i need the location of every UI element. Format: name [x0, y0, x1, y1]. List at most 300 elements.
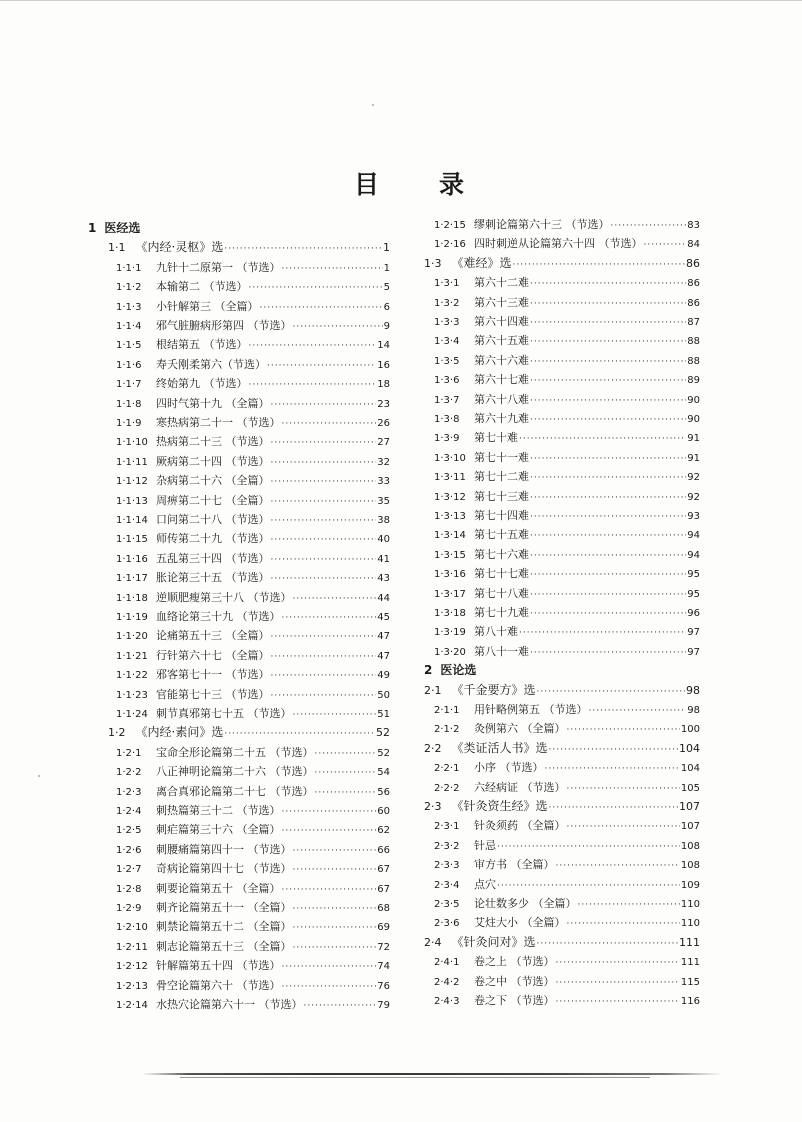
title-char-2: 录 — [438, 170, 464, 199]
toc-dot-leader — [530, 411, 686, 430]
toc-page-number: 107 — [680, 821, 700, 833]
toc-entry[interactable] — [424, 273, 700, 292]
toc-entry[interactable] — [424, 855, 700, 874]
toc-page-number: 49 — [377, 670, 390, 682]
toc-page-number: 5 — [383, 282, 390, 294]
toc-dot-leader — [271, 648, 377, 667]
toc-entry-title: 医论选 — [440, 663, 477, 678]
toc-entry-number: 1·2·1 — [116, 747, 142, 759]
toc-dot-leader — [315, 784, 377, 803]
toc-entry[interactable] — [88, 607, 390, 626]
toc-entry-number: 1·1·8 — [116, 398, 142, 410]
toc-entry[interactable] — [88, 976, 390, 995]
toc-entry[interactable] — [88, 219, 390, 238]
toc-entry[interactable] — [424, 409, 700, 428]
toc-entry[interactable] — [424, 622, 700, 641]
toc-dot-leader — [271, 454, 377, 473]
toc-entry-title: 水热穴论篇第六十一 （节选） — [156, 998, 303, 1011]
toc-entry[interactable] — [88, 704, 390, 723]
toc-dot-leader — [530, 644, 686, 663]
toc-entry[interactable] — [88, 937, 390, 956]
toc-entry-title: 奇病论篇第四十七 （节选） — [156, 862, 292, 876]
toc-entry[interactable] — [424, 797, 700, 816]
toc-entry-number: 1·1·15 — [116, 534, 148, 546]
toc-entry[interactable] — [88, 879, 390, 898]
toc-entry[interactable] — [424, 642, 700, 661]
toc-entry-title: 第六十五难 — [474, 334, 529, 348]
toc-dot-leader — [530, 295, 686, 314]
toc-dot-leader — [271, 493, 377, 512]
toc-dot-leader — [282, 260, 383, 279]
toc-dot-leader — [293, 842, 377, 861]
toc-dot-leader — [556, 954, 680, 973]
toc-entry-number: 2·1·1 — [434, 705, 460, 716]
toc-page-number: 94 — [687, 530, 700, 542]
toc-page-number: 47 — [377, 631, 390, 643]
toc-entry-title: 骨空论篇第六十 （节选） — [156, 978, 281, 992]
toc-dot-leader — [260, 299, 383, 318]
toc-entry-number: 2·4·3 — [434, 996, 460, 1007]
toc-entry[interactable] — [424, 719, 700, 738]
toc-entry-title: 第七十七难 — [474, 567, 529, 581]
toc-page-number: 88 — [687, 355, 700, 367]
toc-entry[interactable] — [88, 394, 390, 413]
page-title — [354, 166, 464, 200]
toc-page-number: 83 — [687, 220, 700, 231]
toc-entry[interactable] — [424, 836, 700, 855]
toc-entry-title: 行针第六十七 （全篇） — [156, 648, 270, 662]
toc-page-number: 110 — [680, 918, 700, 930]
toc-dot-leader — [271, 473, 377, 492]
toc-entry-number: 1·1·24 — [116, 709, 148, 720]
toc-entry-number: 1·2·12 — [116, 961, 148, 973]
toc-entry-number: 1·1·13 — [116, 495, 148, 507]
toc-entry-number: 1·1·17 — [116, 573, 148, 585]
toc-entry-title: 艾炷大小 （全篇） — [474, 916, 566, 930]
toc-page-number: 110 — [680, 899, 700, 910]
toc-entry-title: 第六十六难 — [474, 353, 529, 367]
toc-entry-number: 1·2·13 — [116, 980, 148, 992]
toc-entry[interactable] — [424, 681, 700, 700]
toc-entry-number: 1·2·16 — [434, 239, 466, 251]
toc-entry-number: 1·3·10 — [434, 452, 466, 464]
toc-entry[interactable] — [424, 739, 700, 758]
toc-dot-leader — [249, 337, 377, 356]
toc-entry[interactable] — [88, 549, 390, 568]
toc-entry-title: 八正神明论篇第二十六 （节选） — [156, 765, 314, 779]
toc-dot-leader — [249, 279, 383, 298]
toc-entry[interactable] — [424, 991, 700, 1010]
toc-entry-title: 刺热篇第三十二 （节选） — [156, 804, 281, 817]
toc-entry[interactable] — [88, 898, 390, 917]
toc-entry-number: 1·1·14 — [116, 515, 148, 526]
toc-entry-number: 1·3·17 — [434, 588, 466, 600]
toc-entry-title: 刺节真邪第七十五 （节选） — [156, 707, 292, 720]
toc-entry-title: 邪客第七十一 （节选） — [156, 668, 270, 682]
toc-dot-leader — [545, 760, 680, 779]
toc-entry[interactable] — [88, 374, 390, 393]
toc-entry-title: 刺志论篇第五十三 （全篇） — [156, 939, 292, 953]
toc-entry[interactable] — [88, 238, 390, 257]
toc-entry-number: 1·1·22 — [116, 670, 148, 682]
toc-page-number: 88 — [687, 336, 700, 348]
toc-dot-leader — [530, 392, 686, 411]
toc-page-number: 76 — [377, 980, 390, 992]
toc-entry-number: 1·3·15 — [434, 549, 466, 561]
toc-dot-leader — [530, 566, 686, 585]
toc-dot-leader — [282, 822, 377, 841]
toc-dot-leader — [271, 551, 377, 570]
toc-entry[interactable] — [88, 956, 390, 975]
toc-entry-title: 刺齐论篇第五十一 （全篇） — [156, 901, 292, 914]
toc-page-number: 96 — [687, 608, 700, 619]
toc-dot-leader — [530, 314, 686, 333]
toc-entry[interactable] — [424, 894, 700, 913]
toc-entry-number: 1·1·6 — [116, 359, 142, 371]
toc-entry[interactable] — [424, 816, 700, 835]
toc-entry-title: 小序 （节选） — [474, 761, 544, 775]
toc-entry[interactable] — [424, 215, 700, 234]
toc-entry-title: 第八十一难 — [474, 644, 529, 658]
toc-entry[interactable] — [88, 491, 390, 510]
toc-page-number: 100 — [680, 724, 700, 736]
toc-entry-title: 第七十三难 — [474, 489, 529, 503]
toc-entry[interactable] — [88, 355, 390, 374]
toc-page-number: 47 — [377, 650, 390, 662]
toc-entry-title: 热病第二十三 （节选） — [156, 435, 270, 449]
toc-entry-title: 杂病第二十六 （全篇） — [156, 474, 270, 488]
toc-entry-title: 第七十二难 — [474, 470, 529, 484]
toc-entry-title: 卷之上 （节选） — [474, 955, 555, 969]
toc-entry-number: 1·3·4 — [434, 336, 460, 348]
toc-page-number: 66 — [377, 844, 390, 856]
toc-page-number: 116 — [680, 996, 700, 1007]
toc-dot-leader — [530, 372, 686, 391]
toc-entry-title: 《类证活人书》选 — [451, 740, 548, 755]
toc-entry[interactable] — [88, 471, 390, 490]
toc-entry-number: 1·2·11 — [116, 941, 148, 953]
toc-entry-number: 1·1·18 — [116, 592, 148, 604]
toc-page-number: 27 — [377, 437, 390, 449]
toc-entry-title: 第七十六难 — [474, 547, 529, 561]
toc-entry-number: 1·3·8 — [434, 414, 460, 425]
toc-page-number: 90 — [687, 394, 700, 406]
toc-entry[interactable] — [424, 312, 700, 331]
toc-dot-leader — [611, 217, 687, 236]
toc-page-number: 109 — [680, 879, 700, 891]
toc-entry-title: 血络论第三十九 （节选） — [156, 610, 281, 623]
toc-entry[interactable] — [424, 293, 700, 312]
toc-page-number: 33 — [377, 476, 390, 488]
toc-entry-number: 1·2·5 — [116, 825, 142, 837]
toc-entry-number: 2·3 — [424, 800, 442, 813]
toc-entry-title: 论壮数多少 （全篇） — [474, 897, 577, 910]
toc-entry[interactable] — [424, 370, 700, 389]
toc-entry-title: 用针略例第五 （节选） — [474, 703, 588, 716]
toc-dot-leader — [293, 919, 377, 938]
toc-dot-leader — [567, 915, 680, 934]
toc-page-number: 38 — [377, 515, 390, 526]
toc-entry-number: 1·3·2 — [434, 297, 460, 309]
toc-entry[interactable] — [424, 331, 700, 350]
toc-entry-title: 第八十难 — [474, 625, 518, 639]
toc-entry-title: 胀论第三十五 （节选） — [156, 571, 270, 585]
toc-dot-leader — [530, 333, 686, 352]
toc-entry-number: 2·1 — [424, 683, 442, 697]
toc-entry-number: 1·3·9 — [434, 433, 460, 445]
toc-entry[interactable] — [424, 913, 700, 932]
toc-entry[interactable] — [88, 258, 390, 277]
toc-dot-leader — [293, 939, 377, 958]
toc-entry[interactable] — [88, 723, 390, 742]
toc-dot-leader — [282, 978, 377, 997]
toc-entry-title: 《内经·素问》选 — [135, 725, 224, 740]
toc-page-number: 74 — [377, 961, 390, 973]
toc-dot-leader — [224, 725, 375, 744]
toc-entry-number: 1·3·16 — [434, 569, 466, 581]
toc-entry[interactable] — [424, 428, 700, 447]
toc-entry[interactable] — [424, 952, 700, 971]
toc-entry[interactable] — [424, 603, 700, 622]
toc-entry[interactable] — [88, 801, 390, 820]
toc-entry[interactable] — [88, 995, 390, 1014]
toc-page-number: 86 — [687, 297, 700, 309]
toc-entry-title: 针忌 — [474, 838, 496, 852]
toc-entry-title: 第六十四难 — [474, 315, 529, 328]
toc-entry[interactable] — [88, 840, 390, 859]
toc-page-number: 104 — [680, 763, 700, 775]
toc-entry[interactable] — [88, 743, 390, 762]
toc-entry[interactable] — [88, 335, 390, 354]
toc-page-number: 23 — [377, 398, 390, 410]
toc-entry-number: 2·4·2 — [434, 976, 460, 988]
toc-entry[interactable] — [88, 510, 390, 529]
toc-dot-leader — [530, 586, 686, 605]
toc-entry-number: 1·2·8 — [116, 883, 142, 895]
toc-dot-leader — [497, 838, 680, 857]
toc-dot-leader — [271, 396, 377, 415]
toc-dot-leader — [282, 609, 377, 628]
toc-entry-number: 1·3·18 — [434, 608, 466, 619]
toc-entry[interactable] — [88, 568, 390, 587]
toc-entry-number: 2·4 — [424, 935, 442, 949]
toc-entry-number: 2·4·1 — [434, 957, 460, 969]
toc-entry-title: 第七十五难 — [474, 528, 529, 542]
toc-dot-leader — [644, 236, 687, 255]
toc-page-number: 108 — [680, 860, 700, 872]
toc-entry-number: 1·2·9 — [116, 903, 142, 914]
toc-entry-number: 1·3·6 — [434, 375, 460, 387]
toc-page-number: 18 — [377, 379, 390, 391]
toc-entry-number: 2·3·5 — [434, 899, 460, 910]
toc-entry[interactable] — [424, 545, 700, 564]
toc-entry[interactable] — [424, 758, 700, 777]
toc-entry[interactable] — [88, 277, 390, 296]
toc-page-number: 44 — [377, 592, 390, 604]
toc-entry[interactable] — [88, 859, 390, 878]
toc-entry-number: 1·1·7 — [116, 379, 142, 391]
toc-entry-title: 《内经·灵枢》选 — [135, 240, 224, 255]
toc-entry[interactable] — [424, 351, 700, 370]
toc-entry-number: 2·3·4 — [434, 879, 460, 891]
toc-page-number: 90 — [687, 414, 700, 425]
toc-page-number: 32 — [377, 456, 390, 468]
toc-entry-title: 邪气脏腑病形第四 （节选） — [156, 319, 292, 332]
toc-entry[interactable] — [88, 762, 390, 781]
toc-page-number: 107 — [679, 800, 700, 813]
toc-page-number: 91 — [687, 433, 700, 445]
toc-entry[interactable] — [88, 626, 390, 645]
toc-entry-title: 第六十八难 — [474, 392, 529, 406]
scan-speck — [38, 775, 40, 777]
toc-dot-leader — [530, 469, 686, 488]
toc-entry[interactable] — [424, 584, 700, 603]
toc-page-number: 6 — [383, 301, 390, 313]
toc-entry-number: 1·1·3 — [116, 301, 142, 313]
toc-entry[interactable] — [424, 778, 700, 797]
toc-dot-leader — [556, 857, 680, 876]
toc-dot-leader — [519, 624, 686, 643]
toc-entry-title: 点穴 — [474, 877, 496, 891]
toc-entry-number: 2·3·6 — [434, 918, 460, 930]
toc-dot-leader — [293, 590, 377, 609]
toc-entry-number: 2·3·2 — [434, 840, 460, 852]
toc-dot-leader — [537, 935, 678, 954]
toc-entry-title: 第六十七难 — [474, 373, 529, 387]
toc-entry-number: 1·2·3 — [116, 786, 142, 798]
toc-entry-title: 论痛第五十三 （全篇） — [156, 629, 270, 643]
toc-entry[interactable] — [88, 432, 390, 451]
toc-page-number: 9 — [383, 321, 390, 332]
toc-page-number: 35 — [377, 495, 390, 507]
toc-entry-title: 灸例第六 （全篇） — [474, 722, 566, 736]
toc-entry-number: 1·1·1 — [116, 262, 142, 274]
toc-entry-number: 2·3·1 — [434, 821, 460, 833]
toc-dot-leader — [293, 318, 383, 337]
toc-entry[interactable] — [88, 820, 390, 839]
toc-entry[interactable] — [88, 685, 390, 704]
toc-entry[interactable] — [88, 782, 390, 801]
toc-page-number: 1 — [383, 241, 390, 255]
toc-entry[interactable] — [424, 564, 700, 583]
toc-entry-title: 针解篇第五十四 （节选） — [156, 959, 281, 973]
toc-page-number: 14 — [377, 340, 390, 352]
toc-entry[interactable] — [424, 487, 700, 506]
toc-entry-title: 缪刺论篇第六十三 （节选） — [474, 218, 610, 231]
toc-dot-leader — [530, 508, 686, 527]
toc-entry-title: 《千金要方》选 — [451, 682, 536, 697]
toc-entry[interactable] — [88, 646, 390, 665]
toc-page-number: 50 — [377, 689, 390, 701]
toc-dot-leader — [282, 803, 377, 822]
toc-entry-number: 1·3·11 — [434, 472, 466, 484]
toc-entry[interactable] — [424, 467, 700, 486]
toc-page-number: 67 — [377, 864, 390, 876]
toc-entry[interactable] — [424, 254, 700, 273]
toc-page-number: 51 — [377, 709, 390, 720]
toc-entry[interactable] — [424, 875, 700, 894]
toc-entry[interactable] — [424, 972, 700, 991]
toc-entry-number: 1·1 — [108, 241, 126, 255]
toc-page-number: 79 — [377, 1000, 390, 1011]
toc-dot-leader — [567, 780, 680, 799]
toc-dot-leader — [293, 900, 377, 919]
toc-entry[interactable] — [424, 933, 700, 952]
toc-page-number: 98 — [687, 705, 700, 716]
toc-entry-title: 第七十难 — [474, 431, 518, 445]
toc-entry[interactable] — [424, 525, 700, 544]
toc-entry[interactable] — [88, 413, 390, 432]
toc-page-number: 86 — [687, 278, 700, 290]
toc-page-number: 89 — [687, 375, 700, 387]
toc-entry[interactable] — [424, 700, 700, 719]
toc-entry[interactable] — [88, 588, 390, 607]
toc-entry-title: 医经选 — [104, 221, 141, 235]
toc-entry-number: 1·3·13 — [434, 511, 466, 522]
toc-entry-title: 第七十一难 — [474, 450, 529, 464]
toc-dot-leader — [293, 706, 377, 725]
toc-entry-number: 1·3 — [424, 256, 442, 270]
toc-dot-leader — [549, 741, 678, 760]
toc-page-number: 92 — [687, 472, 700, 484]
toc-page-number: 87 — [687, 317, 700, 328]
toc-entry[interactable] — [88, 316, 390, 335]
toc-dot-leader — [271, 531, 377, 550]
toc-page-number: 16 — [377, 359, 390, 371]
toc-entry-title: 《针灸资生经》选 — [451, 799, 548, 813]
toc-dot-leader — [513, 256, 685, 275]
toc-page-number: 52 — [377, 747, 390, 759]
toc-entry-number: 1·1·10 — [116, 437, 148, 449]
toc-page-number: 94 — [687, 549, 700, 561]
toc-page-number: 97 — [687, 627, 700, 639]
toc-entry-number: 2·2 — [424, 741, 442, 755]
toc-dot-leader — [271, 667, 377, 686]
toc-entry-title: 六经病证 （节选） — [474, 780, 566, 794]
toc-entry-title: 第六十三难 — [474, 295, 529, 309]
toc-dot-leader — [589, 702, 687, 721]
toc-entry-number: 1·1·5 — [116, 340, 142, 352]
toc-dot-leader — [304, 997, 377, 1016]
toc-entry-title: 刺疟篇第三十六 （全篇） — [156, 823, 281, 837]
toc-entry[interactable] — [424, 661, 700, 680]
toc-entry[interactable] — [88, 917, 390, 936]
toc-page-number: 67 — [377, 883, 390, 895]
toc-entry[interactable] — [424, 390, 700, 409]
toc-entry-number: 1·1·11 — [116, 456, 148, 468]
toc-entry[interactable] — [424, 234, 700, 253]
toc-dot-leader — [315, 764, 377, 783]
toc-dot-leader — [578, 896, 680, 915]
toc-entry[interactable] — [424, 448, 700, 467]
toc-dot-leader — [224, 240, 382, 259]
toc-entry[interactable] — [88, 297, 390, 316]
toc-entry[interactable] — [88, 529, 390, 548]
toc-page-number: 93 — [687, 511, 700, 522]
toc-page-number: 111 — [680, 957, 700, 969]
toc-dot-leader — [567, 818, 680, 837]
toc-entry[interactable] — [424, 506, 700, 525]
toc-entry-number: 1·2·14 — [116, 1000, 148, 1011]
toc-page-number: 40 — [377, 534, 390, 546]
toc-entry-number: 2·2·1 — [434, 763, 460, 775]
toc-entry[interactable] — [88, 665, 390, 684]
toc-page-number: 43 — [377, 573, 390, 585]
toc-entry-title: 离合真邪论篇第二十七 （节选） — [156, 784, 314, 798]
toc-entry[interactable] — [88, 452, 390, 471]
toc-page-number: 45 — [377, 612, 390, 623]
toc-entry-title: 刺禁论篇第五十二 （全篇） — [156, 920, 292, 934]
